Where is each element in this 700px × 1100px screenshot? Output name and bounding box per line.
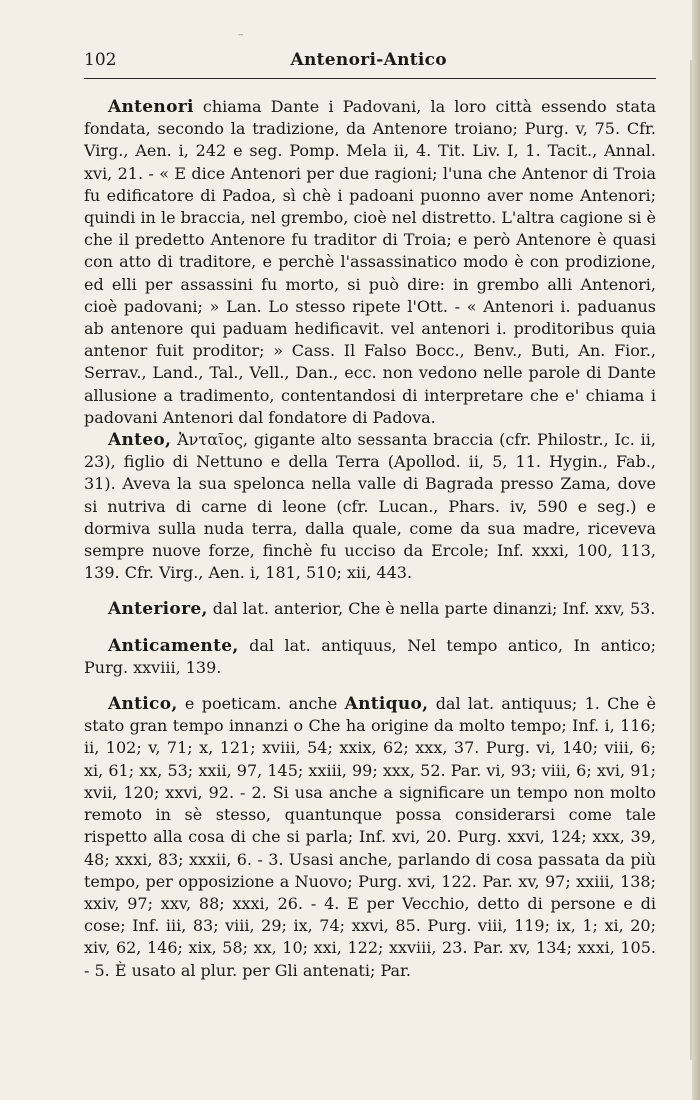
entry-antico — [84, 693, 656, 982]
entry-text: dal lat. antiquus, Nel tempo antico, In antico; Purg. xxviii, 139. — [84, 635, 656, 677]
page-number: 102 — [84, 50, 117, 70]
entry-text: Ἀνταῖος, gigante alto sessanta braccia (cfr. Philostr., Ic. ii, 23), figlio di Nettuno e della Terra (Apollod. ii, 5, 11. Hygin., Fab., 31). Aveva la sua spelonca nella valle di Bagrada presso Zama, dove si nutriva di carne di leone (cfr. Lucan., Phars. iv, 590 e seg.) e dormiva sulla nuda terra, dalla quale, come da sua madre, riceveva sempre nuove forze, finchè fu ucciso da Ercole; Inf. xxxi, 100, 113, 139. Cfr. Virg., Aen. i, 181, 510; xii, 443. — [84, 430, 656, 583]
entry-anticamente — [84, 635, 656, 679]
page-body — [84, 96, 656, 982]
headword: Antenori — [108, 97, 194, 117]
entry-text: dal lat. antiquus; 1. Che è stato gran tempo innanzi o Che ha origine da molto tempo; Inf. i, 116; ii, 102; v, 71; x, 121; xviii, 54; xxix, 62; xxx, 37. Purg. vi, 140; viii, 6; xi, 61; xx, 53; xxii, 97, 145; xxiii, 99; xxx, 52. Par. vi, 93; viii, 6; xvi, 91; xvii, 120; xxvi, 92. - 2. Si usa anche a significare un tempo non molto remoto in sè stesso, quantunque possa considerarsi come tale rispetto alla cosa di che si parla; Inf. xvi, 20. Purg. xxvi, 124; xxx, 39, 48; xxxi, 83; xxxii, 6. - 3. Usasi anche, parlando di cosa passata da più tempo, per opposizione a Nuovo; Purg. xvi, 122. Par. xv, 97; xxiii, 138; xxiv, 97; xxv, 88; xxxi, 26. - 4. E per Vecchio, detto di persone e di cose; Inf. iii, 83; viii, 29; ix, 74; xxvi, 85. Purg. viii, 119; ix, 1; xi, 20; xiv, 62, 146; xix, 58; xx, 10; xxi, 122; xxviii, 23. Par. xv, 134; xxxi, 105. - 5. È usato al plur. per Gli antenati; Par. — [84, 694, 656, 980]
entry-text: chiama Dante i Padovani, la loro città essendo stata fondata, secondo la tradizione, da Antenore troiano; Purg. v, 75. Cfr. Virg., Aen. i, 242 e seg. Pomp. Mela ii, 4. Tit. Liv. I, 1. Tacit., Annal. xvi, 21. - « E dice Antenori per due ragioni; l'una che Antenor di Troia fu edificatore di Padoa, sì chè i padoani puonno aver nome Antenori; quindi in le braccia, nel grembo, cioè nel distretto. L'altra cagione si è che il predetto Antenore fu traditor di Troia; e però Antenore è quasi con atto di traditore, e perchè l'assassinatico modo è con prodizione, ed elli per assassini fu morto, si può dire: in grembo alli Antenori, cioè padovani; » Lan. Lo stesso ripete l'Ott. - « Antenori i. paduanus ab antenore qui paduam hedificavit. vel antenori i. proditoribus quia antenor fuit proditor; » Cass. Il Falso Bocc., Benv., Buti, An. Fior., Serrav., Land., Tal., Vell., Dan., ecc. non vedono nelle parole di Dante allusione a tradimento, contentandosi di interpretare che e' chiama i padovani Antenori dal fondatore di Padova. — [84, 97, 656, 427]
header-rule — [84, 78, 656, 79]
running-title: Antenori-Antico — [290, 50, 447, 70]
entry-text: dal lat. anterior, Che è nella parte dinanzi; Inf. xxv, 53. — [207, 599, 656, 619]
headword-variant: Antiquo, — [344, 694, 429, 715]
running-header — [84, 50, 656, 70]
headword: Anteo, — [108, 430, 172, 451]
book-edge — [692, 0, 700, 1100]
entry-anteriore — [84, 598, 656, 620]
entry-text-a: e poeticam. anche — [177, 694, 345, 714]
entry-antenori — [84, 96, 656, 429]
headword: Antico, — [108, 694, 178, 715]
entry-anteo — [84, 429, 656, 584]
top-mark: – — [238, 28, 244, 41]
headword: Anticamente, — [108, 635, 239, 656]
headword: Anteriore, — [108, 599, 208, 620]
